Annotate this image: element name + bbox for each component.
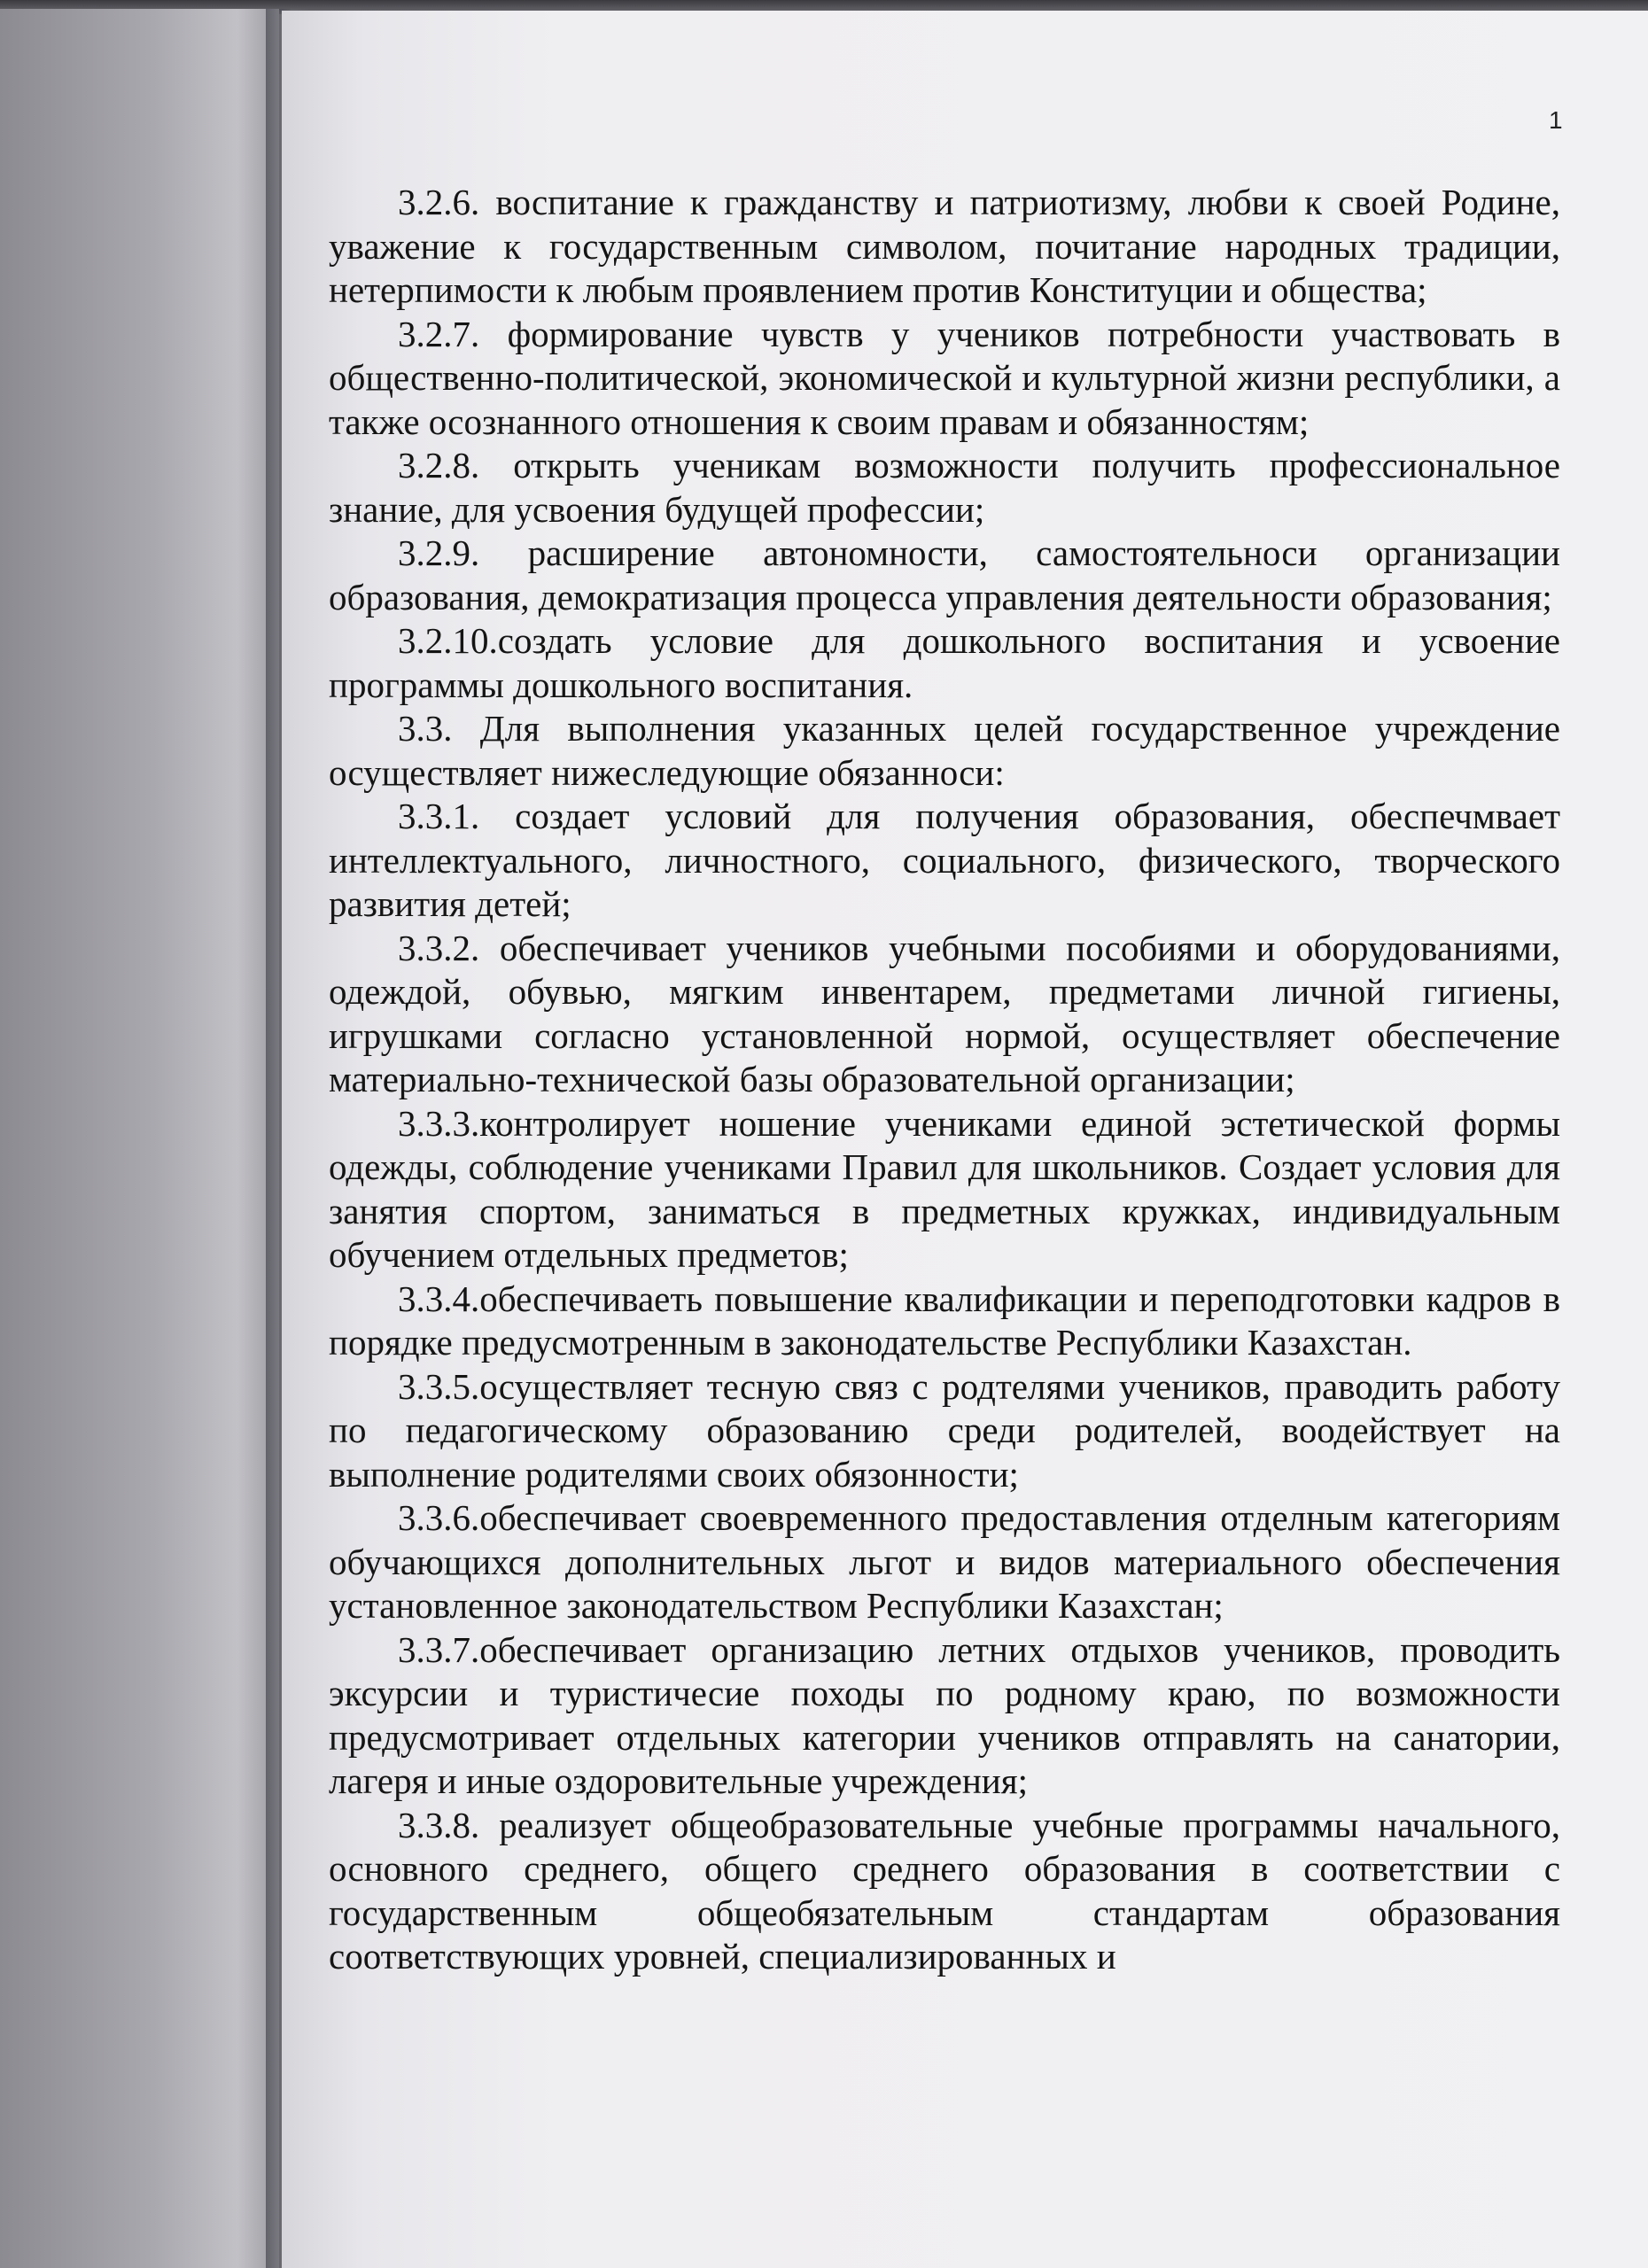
paragraph-3-2-7: 3.2.7. формирование чувств у учеников потребности участвовать в общественно-политической, экономической и культурной жизни республики, а также осознанного отношения к своим правам и обязанностям; xyxy=(329,313,1560,442)
paragraph-3-3-2: 3.3.2. обеспечивает учеников учебными пособиями и оборудованиями, одеждой, обувью, мягким инвентарем, предметами личной гигиены, игрушками согласно установленной нормой, осуществляет обеспечение материально-технической базы образовательной организации; xyxy=(329,927,1560,1099)
paragraph-3-3-6: 3.3.6.обеспечивает своевременного предоставления отделным категориям обучающихся дополнительных льгот и видов материального обеспечения установленное законодательством Республики Казахстан; xyxy=(329,1497,1560,1626)
body-text xyxy=(329,181,1560,1979)
paragraph-3-3: 3.3. Для выполнения указанных целей государственное учреждение осуществляет нижеследующие обязанноси: xyxy=(329,708,1560,793)
paragraph-3-3-3: 3.3.3.контролирует ношение учениками единой эстетической формы одежды, соблюдение учениками Правил для школьников. Создает условия для занятия спортом, заниматься в предметных кружках, индивидуальным обучением отдельных предметов; xyxy=(329,1102,1560,1275)
adjacent-page xyxy=(0,9,279,2268)
paragraph-3-3-7: 3.3.7.обеспечивает организацию летних отдыхов учеников, проводить эксурсии и туристичесие походы по родному краю, по возможности предусмотривает отдельных категории учеников отправлять на санатории, лагеря и иные оздоровительные учреждения; xyxy=(329,1628,1560,1801)
paragraph-3-2-8: 3.2.8. открыть ученикам возможности получить профессиональное знание, для усвоения будущей профессии; xyxy=(329,445,1560,530)
paragraph-3-2-6: 3.2.6. воспитание к гражданству и патриотизму, любви к своей Родине, уважение к государственным символом, почитание народных традиции, нетерпимости к любым проявлением против Конституции и общества; xyxy=(329,182,1560,310)
paragraph-3-3-5: 3.3.5.осуществляет тесную связ с родтелями учеников, праводить работу по педагогическому образованию среди родителей, воодействует на выполнение родителями своих обязонности; xyxy=(329,1365,1560,1495)
paragraph-3-2-9: 3.2.9. расширение автономности, самостоятельноси организации образования, демократизация процесса управления деятельности образования; xyxy=(329,532,1560,617)
page-number: 1 xyxy=(1549,106,1563,134)
paragraph-3-3-4: 3.3.4.обеспечиваеть повышение квалификации и переподготовки кадров в порядке предусмотренным в законодательстве Республики Казахстан. xyxy=(329,1278,1560,1363)
paragraph-3-2-10: 3.2.10.создать условие для дошкольного воспитания и усвоение программы дошкольного воспитания. xyxy=(329,620,1560,705)
paragraph-3-3-1: 3.3.1. создает условий для получения образования, обеспечмвает интеллектуального, личностного, социального, физического, творческого развития детей; xyxy=(329,796,1560,924)
paragraph-3-3-8: 3.3.8. реализует общеобразовательные учебные программы начального, основного среднего, общего среднего образования в соответствии с государственным общеобязательным стандартам образования соответствующих уровней, специализированных и xyxy=(329,1804,1560,1977)
document-page xyxy=(282,11,1648,2268)
